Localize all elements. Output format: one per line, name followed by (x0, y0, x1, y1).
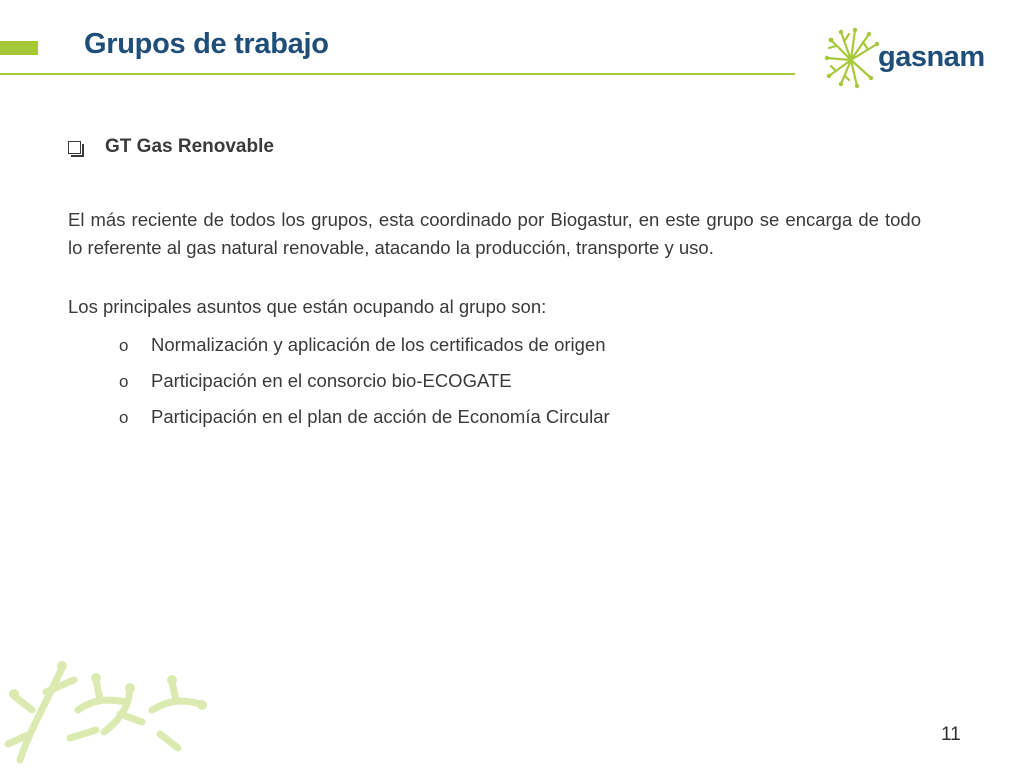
title-accent-bar (0, 41, 38, 55)
bullet-marker: o (119, 372, 129, 391)
list-item (119, 370, 610, 406)
section-intro: Los principales asuntos que están ocupando al grupo son: (68, 296, 547, 317)
list-item-text: Participación en el consorcio bio-ECOGATE (151, 370, 512, 391)
decorative-leaf-pattern (0, 650, 230, 768)
list-item-text: Participación en el plan de acción de Economía Circular (151, 406, 610, 427)
list-item-text: Normalización y aplicación de los certificados de origen (151, 334, 606, 355)
title-underline (0, 73, 795, 75)
slide-title: Grupos de trabajo (84, 28, 329, 60)
bullet-marker: o (119, 408, 129, 427)
list-item (119, 334, 610, 370)
list-item (119, 406, 610, 442)
section-paragraph: El más reciente de todos los grupos, esta coordinado por Biogastur, en este grupo se encarga de todo lo referente al gas natural renovable, atacando la producción, transporte y uso. (68, 209, 921, 258)
section-heading-text: GT Gas Renovable (105, 136, 274, 157)
logo-wordmark: gasnam (878, 41, 985, 73)
page-number: 11 (941, 724, 961, 745)
topic-list (119, 334, 610, 442)
gasnam-logo (823, 26, 993, 90)
bullet-marker: o (119, 336, 129, 355)
checkbox-icon (68, 141, 81, 154)
section-heading (68, 136, 274, 158)
